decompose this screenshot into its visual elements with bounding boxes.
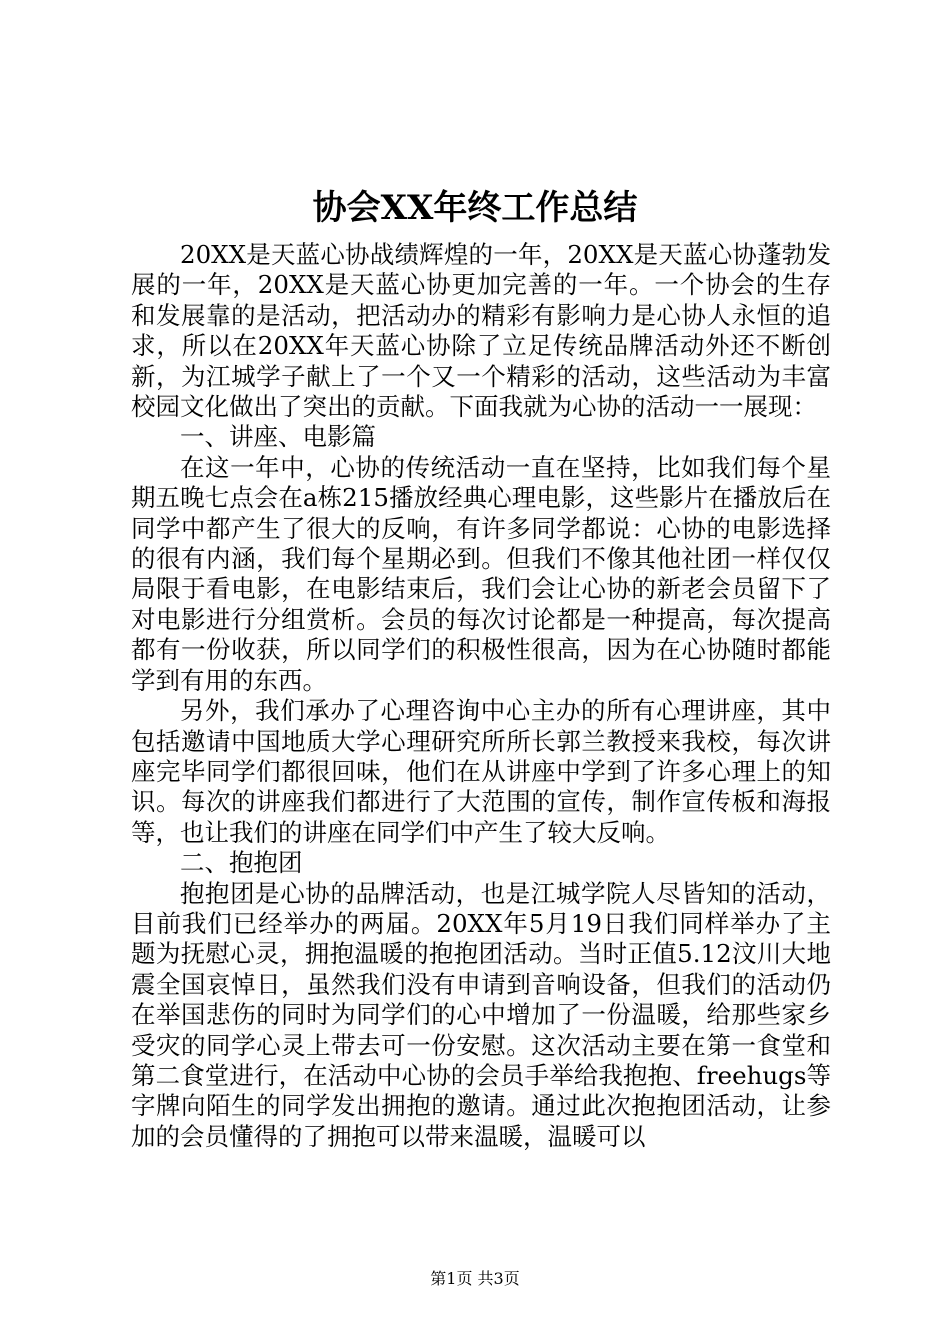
paragraph-lectures: 另外，我们承办了心理咨询中心主办的所有心理讲座，其中包括邀请中国地质大学心理研究所所长郭兰教授来我校，每次讲座完毕同学们都很回味，他们在从讲座中学到了许多心理上的知识。每次的讲座我们都进行了大范围的宣传，制作宣传板和海报等，也让我们的讲座在同学们中产生了较大反响。 bbox=[131, 696, 831, 847]
section-heading-lectures: 一、讲座、电影篇 bbox=[180, 422, 376, 452]
paragraph-intro: 20XX是天蓝心协战绩辉煌的一年，20XX是天蓝心协蓬勃发展的一年，20XX是天蓝心协更加完善的一年。一个协会的生存和发展靠的是活动，把活动办的精彩有影响力是心协人永恒的追求，所以在20XX年天蓝心协除了立足传统品牌活动外还不断创新，为江城学子献上了一个又一个精彩的活动，这些活动为丰富校园文化做出了突出的贡献。下面我就为心协的活动一一展现： bbox=[131, 240, 831, 422]
page-footer: 第1页 共3页 bbox=[430, 1269, 520, 1288]
paragraph-hugs: 抱抱团是心协的品牌活动，也是江城学院人尽皆知的活动，目前我们已经举办的两届。20XX年5月19日我们同样举办了主题为抚慰心灵，拥抱温暖的抱抱团活动。当时正值5.12汶川大地震全国哀悼日，虽然我们没有申请到音响设备，但我们的活动仍在举国悲伤的同时为同学们的心中增加了一份温暖，给那些家乡受灾的同学心灵上带去可一份安慰。这次活动主要在第一食堂和第二食堂进行，在活动中心协的会员手举给我抱抱、freehugs等字牌向陌生的同学发出拥抱的邀请。通过此次抱抱团活动，让参加的会员懂得的了拥抱可以带来温暖，温暖可以 bbox=[131, 878, 831, 1151]
page-title: 协会XX年终工作总结 bbox=[312, 188, 638, 228]
section-heading-hugs: 二、抱抱团 bbox=[180, 848, 303, 878]
paragraph-movies: 在这一年中，心协的传统活动一直在坚持，比如我们每个星期五晚七点会在a栋215播放经典心理电影，这些影片在播放后在同学中都产生了很大的反响，有许多同学都说：心协的电影选择的很有内涵，我们每个星期必到。但我们不像其他社团一样仅仅局限于看电影，在电影结束后，我们会让心协的新老会员留下了对电影进行分组赏析。会员的每次讨论都是一种提高，每次提高都有一份收获，所以同学们的积极性很高，因为在心协随时都能学到有用的东西。 bbox=[131, 452, 831, 695]
document-body bbox=[131, 240, 831, 1152]
